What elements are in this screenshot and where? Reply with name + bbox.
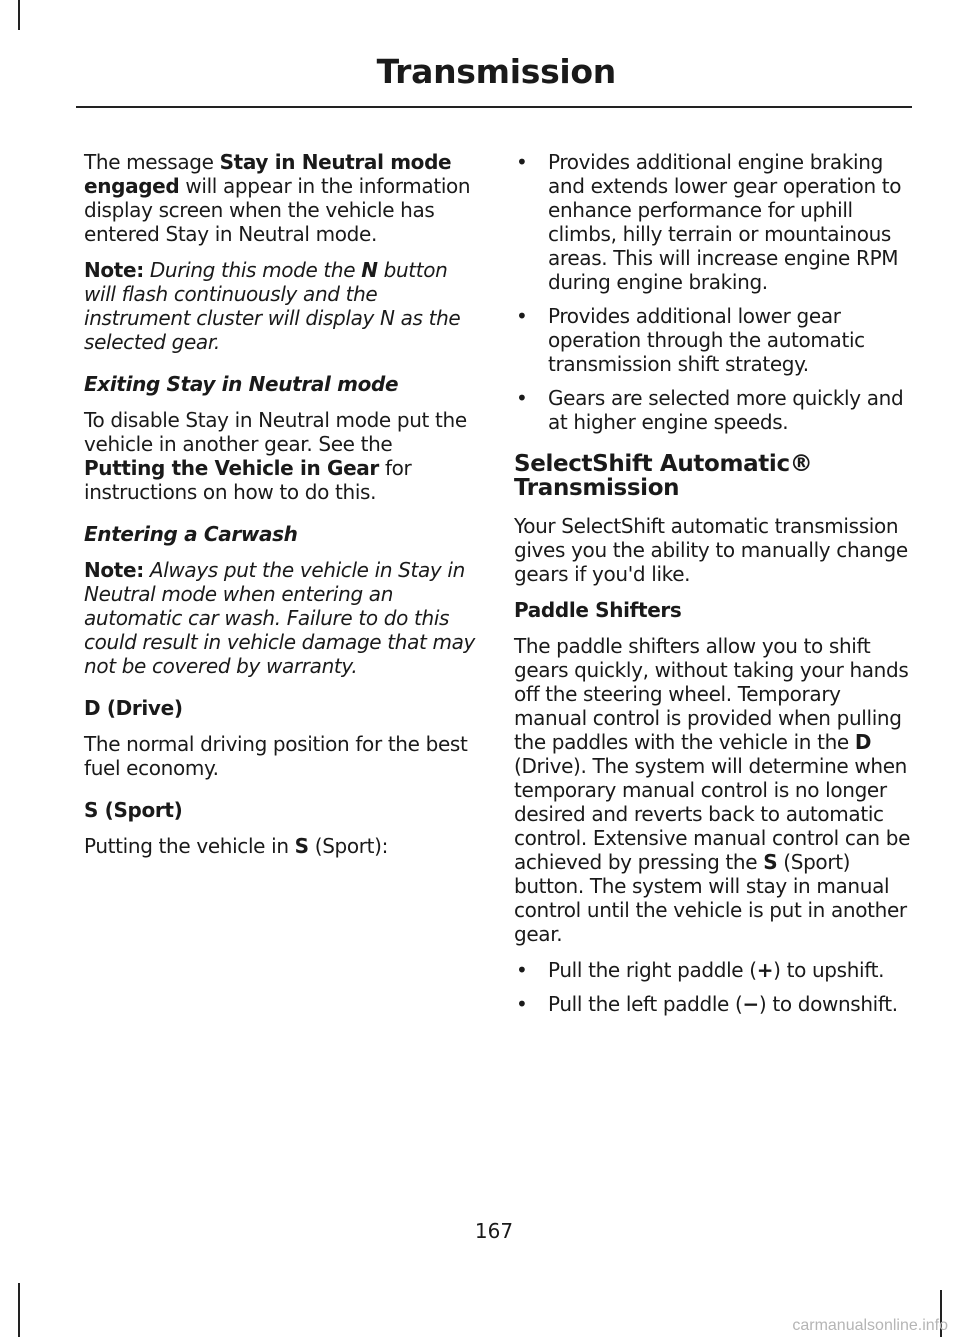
disable-stay-neutral-paragraph: To disable Stay in Neutral mode put the vehicle in another gear. See the Putting the Vehicle in Gear for instructions on how to do this. <box>84 408 467 504</box>
crop-mark-bottom-left <box>18 1283 20 1337</box>
note-flash-button: Note: During this mode the N button will flash continuously and the instrument cluster will display N as the selected gear. <box>84 258 461 354</box>
link-putting-vehicle-in-gear[interactable]: Putting the Vehicle in Gear <box>84 456 379 480</box>
left-column <box>84 150 479 870</box>
list-item: • Pull the left paddle (−) to downshift. <box>516 992 898 1016</box>
bullet-icon: • <box>516 386 528 410</box>
heading-selectshift: SelectShift Automatic® Transmission <box>514 451 813 501</box>
heading-exiting-stay-in-neutral: Exiting Stay in Neutral mode <box>84 372 399 396</box>
sport-paragraph: Putting the vehicle in S (Sport): <box>84 834 388 858</box>
drive-paragraph: The normal driving position for the best fuel economy. <box>84 732 468 780</box>
heading-entering-carwash: Entering a Carwash <box>84 522 298 546</box>
plus-icon: + <box>756 958 774 982</box>
crop-mark-top-left <box>18 0 20 30</box>
bullet-icon: • <box>516 992 528 1016</box>
list-item: • Provides additional lower gear operation through the automatic transmission shift strategy. <box>516 304 865 376</box>
heading-paddle-shifters: Paddle Shifters <box>514 598 682 622</box>
list-item: • Provides additional engine braking and extends lower gear operation to enhance performance for uphill climbs, hilly terrain or mountainous areas. This will increase engine RPM during engine braking. <box>516 150 902 294</box>
page-number: 167 <box>474 1219 514 1243</box>
selectshift-paragraph: Your SelectShift automatic transmission gives you the ability to manually change gears if you'd like. <box>514 514 908 586</box>
right-column <box>514 150 912 1026</box>
note-carwash: Note: Always put the vehicle in Stay in Neutral mode when entering an automatic car wash. Failure to do this could result in vehicle damage that may not be covered by warranty. <box>84 558 476 678</box>
watermark[interactable]: carmanualsonline.info <box>792 1317 948 1334</box>
bullet-icon: • <box>516 958 528 982</box>
bullet-icon: • <box>516 304 528 328</box>
stay-neutral-message-paragraph: The message Stay in Neutral mode engaged will appear in the information display screen when the vehicle has entered Stay in Neutral mode. <box>84 150 471 246</box>
heading-drive: D (Drive) <box>84 696 183 720</box>
heading-sport: S (Sport) <box>84 798 183 822</box>
list-item: • Pull the right paddle (+) to upshift. <box>516 958 885 982</box>
header-divider <box>76 106 912 108</box>
page-title: Transmission <box>376 52 616 91</box>
paddle-shifters-paragraph: The paddle shifters allow you to shift gears quickly, without taking your hands off the steering wheel. Temporary manual control is provided when pulling the paddles with the vehicle in the D (Drive). The system will determine when temporary manual control is no longer desired and reverts back to automatic control. Extensive manual control can be achieved by pressing the S (Sport) button. The system will stay in manual control until the vehicle is put in another gear. <box>514 634 911 946</box>
list-item: • Gears are selected more quickly and at higher engine speeds. <box>516 386 904 434</box>
minus-icon: − <box>742 992 759 1016</box>
bullet-icon: • <box>516 150 528 174</box>
